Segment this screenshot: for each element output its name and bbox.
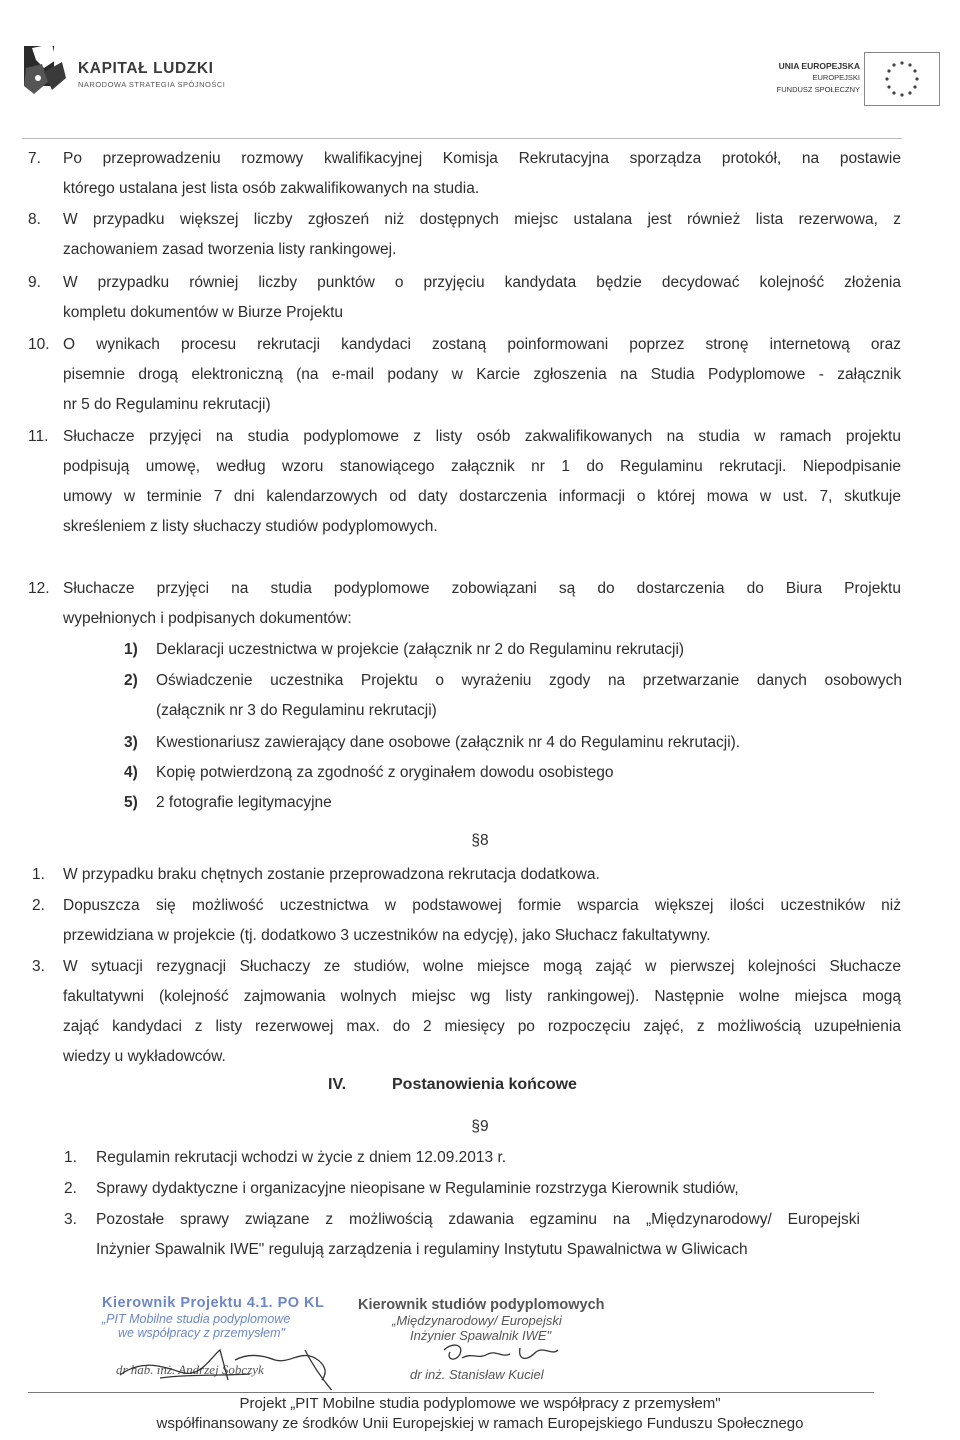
item-12-line-1: Słuchacze przyjęci na studia podyplomowe zobowiązani są do dostarczenia do Biura Projektu	[63, 580, 901, 597]
stamp-left-line-2: „PIT Mobilne studia podyplomowe	[102, 1312, 291, 1326]
eu-line-2: EUROPEJSKI	[812, 73, 860, 82]
footer-divider	[28, 1392, 874, 1393]
stamp-right-line-1: Kierownik studiów podyplomowych	[358, 1297, 605, 1313]
sub-item-2-line-1: Oświadczenie uczestnika Projektu o wyrażeniu zgody na przetwarzanie danych osobowych	[156, 672, 902, 689]
item-number: 12.	[28, 580, 50, 597]
stamp-left-line-4: dr hab. inż. Andrzej Sobczyk	[116, 1362, 264, 1377]
s8-item-3-line-3: zająć kandydaci z listy rezerwowej max. do 2 miesięcy po rozpoczęciu zajęć, z możliwością uzupełnienia	[63, 1018, 901, 1035]
item-number: 2.	[64, 1180, 77, 1197]
sub-item-2-line-2: (załącznik nr 3 do Regulaminu rekrutacji)	[156, 702, 437, 719]
sub-item-number: 1)	[124, 641, 138, 658]
item-number: 3.	[32, 958, 45, 975]
stamp-left-line-1: Kierownik Projektu 4.1. PO KL	[102, 1295, 325, 1311]
eu-line-3: FUNDUSZ SPOŁECZNY	[776, 85, 860, 94]
s8-item-3-line-2: fakultatywni (kolejność zajmowania wolnych miejsc wg listy rankingowej). Następnie wolne miejsca mogą	[63, 988, 901, 1005]
sub-item-3-line-1: Kwestionariusz zawierający dane osobowe (załącznik nr 4 do Regulaminu rekrutacji).	[156, 734, 741, 751]
stamp-right-line-2: „Międzynarodowy/ Europejski	[392, 1313, 562, 1328]
s9-item-3-line-1: Pozostałe sprawy związane z możliwością zdawania egzaminu na „Międzynarodowy/ Europejski	[96, 1211, 860, 1228]
s8-item-3-line-1: W sytuacji rezygnacji Słuchaczy ze studiów, wolne miejsce mogą zająć w pierwszej kolejności Słuchacze	[63, 958, 901, 975]
stamp-left-line-3: we współpracy z przemysłem"	[118, 1326, 285, 1340]
item-number: 2.	[32, 897, 45, 914]
item-10-line-3: nr 5 do Regulaminu rekrutacji)	[63, 396, 271, 413]
s8-item-2-line-2: przewidziana w projekcie (tj. dodatkowo 3 uczestników na edycję), jako Słuchacz fakultatywny.	[63, 927, 711, 944]
s8-item-1-line-1: W przypadku braku chętnych zostanie przeprowadzona rekrutacja dodatkowa.	[63, 866, 600, 883]
sub-item-number: 2)	[124, 672, 138, 689]
kapital-ludzki-emblem-icon	[22, 42, 68, 100]
footer-line-1: Projekt „PIT Mobilne studia podyplomowe we współpracy z przemysłem"	[239, 1395, 721, 1412]
item-11-line-4: skreśleniem z listy słuchaczy studiów podyplomowych.	[63, 518, 438, 535]
item-8-line-1: W przypadku większej liczby zgłoszeń niż dostępnych miejsc ustalana jest również lista rezerwowa, z	[63, 211, 901, 228]
sub-item-number: 5)	[124, 794, 138, 811]
item-10-line-1: O wynikach procesu rekrutacji kandydaci zostaną poinformowani poprzez stronę internetową oraz	[63, 336, 901, 353]
item-9-line-2: kompletu dokumentów w Biurze Projektu	[63, 304, 343, 321]
item-7-line-1: Po przeprowadzeniu rozmowy kwalifikacyjnej Komisja Rekrutacyjna sporządza protokół, na postawie	[63, 150, 901, 167]
logo-subtitle: NARODOWA STRATEGIA SPÓJNOŚCI	[78, 80, 226, 89]
item-number: 11.	[28, 428, 49, 445]
s8-item-2-line-1: Dopuszcza się możliwość uczestnictwa w podstawowej formie wsparcia większej ilości uczestników niż	[63, 897, 901, 914]
section-iv-title: Postanowienia końcowe	[392, 1076, 577, 1093]
eu-line-1: UNIA EUROPEJSKA	[778, 61, 860, 71]
sub-item-4-line-1: Kopię potwierdzoną za zgodność z oryginałem dowodu osobistego	[156, 764, 614, 781]
item-11-line-2: podpisują umowę, według wzoru stanowiącego załącznik nr 1 do Regulaminu rekrutacji. Niepodpisanie	[63, 458, 901, 475]
stamp-right-line-4: dr inż. Stanisław Kuciel	[410, 1367, 544, 1382]
s9-item-2-line-1: Sprawy dydaktyczne i organizacyjne nieopisane w Regulaminie rozstrzyga Kierownik studiów,	[96, 1180, 739, 1197]
s9-item-3-line-2: Inżynier Spawalnik IWE" regulują zarządzenia i regulaminy Instytutu Spawalnictwa w Gliwicach	[96, 1241, 748, 1258]
eu-text	[777, 60, 860, 96]
sub-item-1-line-1: Deklaracji uczestnictwa w projekcie (załącznik nr 2 do Regulaminu rekrutacji)	[156, 641, 685, 658]
item-9-line-1: W przypadku równiej liczby punktów o przyjęciu kandydata będzie decydować kolejność złożenia	[63, 274, 901, 291]
sub-item-number: 3)	[124, 734, 138, 751]
section-9-title: §9	[471, 1118, 489, 1135]
sub-item-number: 4)	[124, 764, 138, 781]
s9-item-1-line-1: Regulamin rekrutacji wchodzi w życie z dniem 12.09.2013 r.	[96, 1149, 507, 1166]
item-11-line-3: umowy w terminie 7 dni kalendarzowych od daty dostarczenia informacji o której mowa w ust. 7, skutkuje	[63, 488, 901, 505]
section-iv-number: IV.	[328, 1076, 347, 1093]
item-10-line-2: pisemnie drogą elektroniczną (na e-mail podany w Karcie zgłoszenia na Studia Podyplomowe - załącznik	[63, 366, 901, 383]
item-number: 9.	[28, 274, 41, 291]
item-number: 8.	[28, 211, 41, 228]
eu-flag-icon	[864, 52, 940, 106]
item-8-line-2: zachowaniem zasad tworzenia listy rankingowej.	[63, 241, 397, 258]
stamp-right-line-3: Inżynier Spawalnik IWE"	[410, 1328, 552, 1343]
item-number: 1.	[64, 1149, 77, 1166]
item-number: 7.	[28, 150, 41, 167]
handwritten-signatures	[100, 1330, 720, 1390]
item-number: 1.	[32, 866, 45, 883]
item-number: 10.	[28, 336, 50, 353]
item-number: 3.	[64, 1211, 77, 1228]
item-11-line-1: Słuchacze przyjęci na studia podyplomowe z listy osób zakwalifikowanych na studia w ramach projektu	[63, 428, 901, 445]
item-7-line-2: którego ustalana jest lista osób zakwalifikowanych na studia.	[63, 180, 480, 197]
s8-item-3-line-4: wiedzy u wykładowców.	[63, 1048, 226, 1065]
section-8-title: §8	[471, 832, 489, 849]
item-12-line-2: wypełnionych i podpisanych dokumentów:	[63, 610, 352, 627]
logo-title: KAPITAŁ LUDZKI	[78, 60, 214, 77]
footer-line-2: współfinansowany ze środków Unii Europejskiej w ramach Europejskiego Funduszu Społecznego	[156, 1415, 804, 1432]
sub-item-5-line-1: 2 fotografie legitymacyjne	[156, 794, 332, 811]
header-divider	[22, 138, 902, 139]
